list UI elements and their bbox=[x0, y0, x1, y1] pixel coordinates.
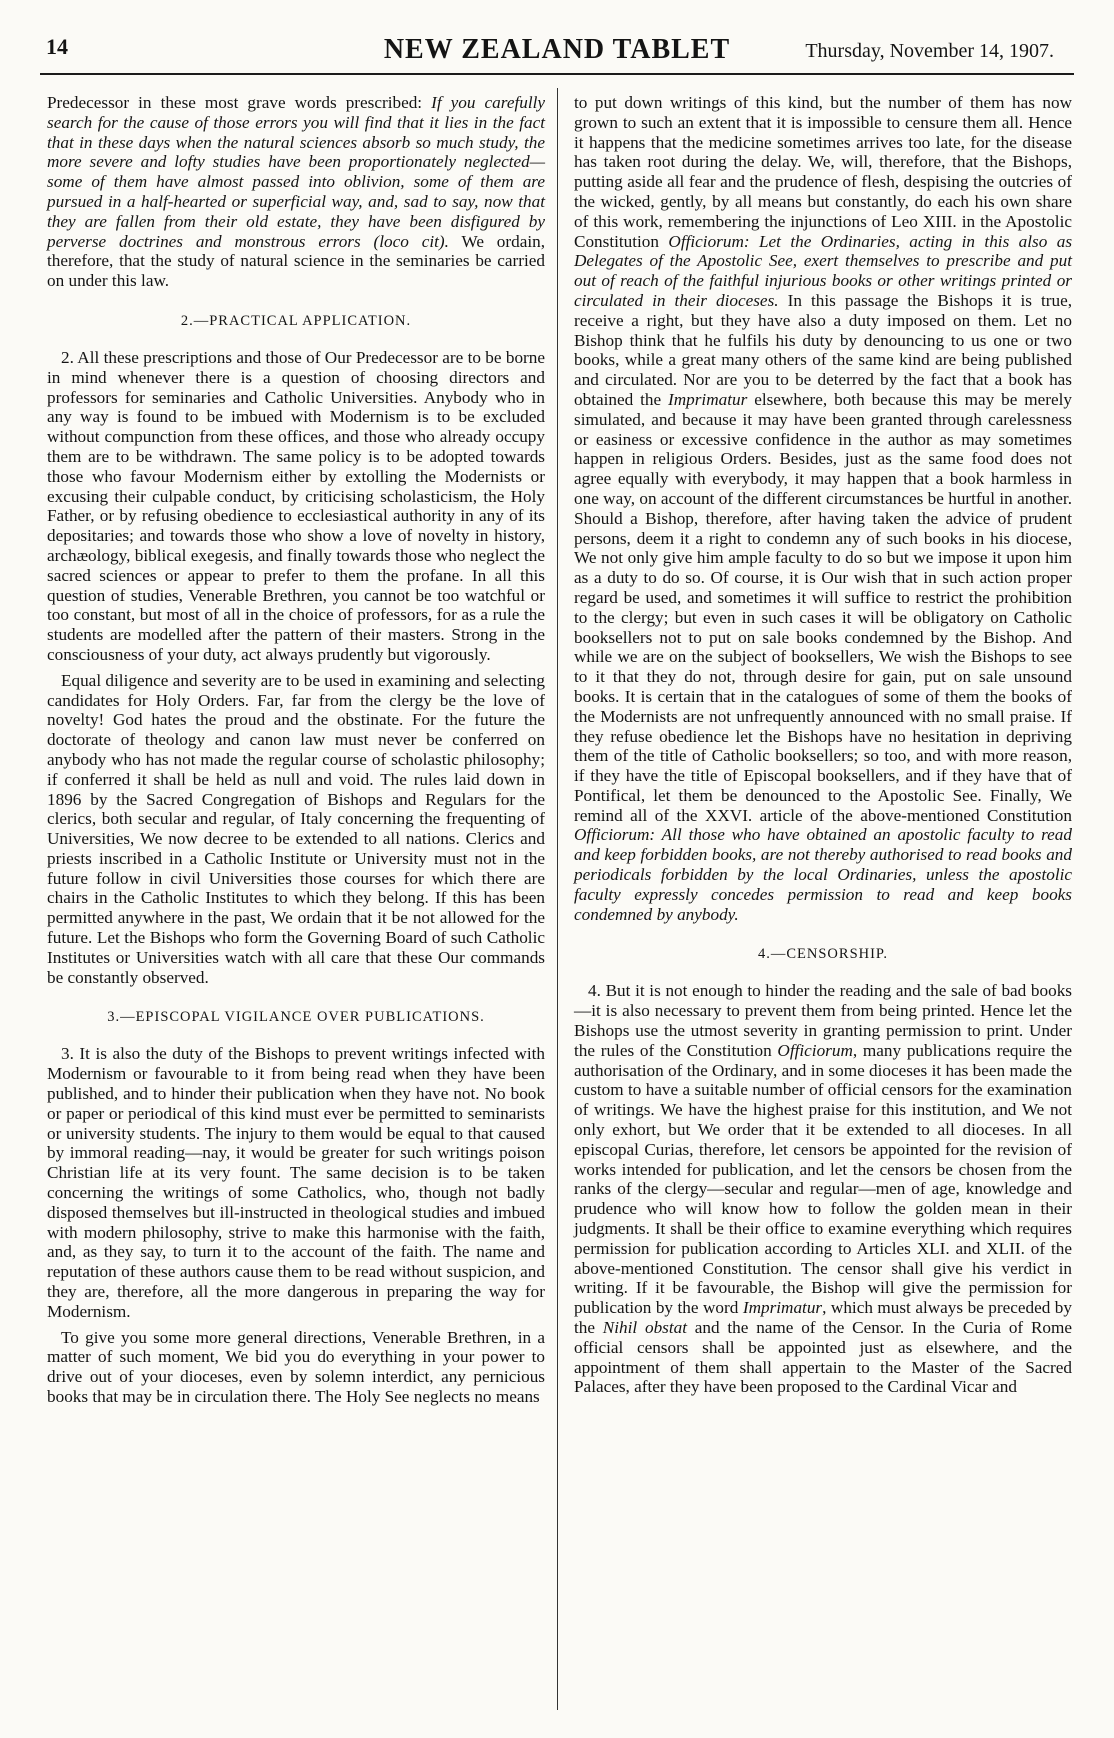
section-heading-practical-application: 2.—PRACTICAL APPLICATION. bbox=[180, 312, 412, 329]
paragraph: Predecessor in these most grave words prescribed: If you carefully search for the cause of those errors you will find that it lies in the fact that in these days when the natural sciences absorb so much study, the more severe and lofty studies have been proportionately neglected—some of them have almost passed into oblivion, some of them are pursued in a half-hearted or superficial way, and, sad to say, now that they are fallen from their old estate, they have been disfigured by perverse doctrines and monstrous errors (loco cit). We ordain, therefore, that the study of natural science in the seminaries be carried on under this law. bbox=[47, 93, 546, 291]
header-rule bbox=[40, 73, 1074, 75]
paragraph: 2. All these prescriptions and those of Our Predecessor are to be borne in mind whenever there is a question of choosing directors and professors for seminaries and Catholic Universities. Anybody who in any way is found to be imbued with Modernism is to be excluded without compunction from these offices, and those who already occupy them are to be withdrawn. The same policy is to be adopted towards those who favour Modernism either by extolling the Modernists or excusing their culpable conduct, by criticising scholasticism, the Holy Father, or by refusing obedience to ecclesiastical authority in any of its depositaries; and towards those who show a love of novelty in history, archæology, biblical exegesis, and finally towards those who neglect the sacred sciences or appear to prefer to them the profane. In all this question of studies, Venerable Brethren, you cannot be too watchful or too constant, but most of all in the choice of professors, for as a rule the students are modelled after the pattern of their masters. Strong in the consciousness of your duty, act always prudently but vigorously. bbox=[47, 347, 545, 664]
section-heading-censorship: 4.—CENSORSHIP. bbox=[757, 946, 889, 963]
paragraph: Equal diligence and severity are to be used in examining and selecting candidates for Holy Orders. Far, far from the clergy be the love of novelty! God hates the proud and the obstinate. For the future the doctorate of theology and canon law must never be conferred on anybody who has not made the regular course of scholastic philosophy; if conferred it shall be held as null and void. The rules laid down in 1896 by the Sacred Congregation of Bishops and Regulars for the clerics, both secular and regular, of Italy concerning the frequenting of Universities, We now decree to be extended to all nations. Clerics and priests inscribed in a Catholic Institute or University must not in the future follow in civil Universities those courses for which there are chairs in the Catholic Institutes to which they belong. If this has been permitted anywhere in the past, We ordain that it be not allowed for the future. Let the Bishops who form the Governing Board of such Catholic Institutes or Universities watch with all care that these Our commands be constantly observed. bbox=[47, 670, 545, 987]
paragraph: 3. It is also the duty of the Bishops to prevent writings infected with Modernism or favourable to it from being read when they have been published, and to hinder their publication when they have not. No book or paper or periodical of this kind must ever be permitted to seminarists or university students. The injury to them would be equal to that caused by immoral reading—nay, it would be greater for such writings poison Christian life at its very fount. The same decision is to be taken concerning the writings of some Catholics, who, though not badly disposed themselves but ill-instructed in theological studies and imbued with modern philosophy, strive to make this harmonise with the faith, and, as they say, to turn it to the account of the faith. The name and reputation of these authors cause them to be read without suspicion, and they are, therefore, all the more dangerous in preparing the way for Modernism. bbox=[47, 1044, 545, 1321]
masthead bbox=[40, 24, 1074, 70]
paragraph: to put down writings of this kind, but the number of them has now grown to such an extent that it is impossible to censure them all. Hence it happens that the medicine sometimes arrives too late, for the disease has taken root during the delay. We, will, therefore, that the Bishops, putting aside all fear and the prudence of flesh, despising the outcries of the wicked, gently, by all means but constantly, do each his own share of this work, remembering the injunctions of Leo XIII. in the Apostolic Constitution Officiorum: Let the Ordinaries, acting in this also as Delegates of the Apostolic See, exert themselves to prescribe and put out of reach of the faithful injurious books or other writings printed or circulated in their dioceses. In this passage the Bishops it is true, receive a right, but they have also a duty imposed on them. Let no Bishop think that he fulfils his duty by denouncing to us one or two books, while a great many others of the same kind are being published and circulated. Nor are you to be deterred by the fact that a book has obtained the Imprimatur elsewhere, both because this may be merely simulated, and because it may have been granted through carelessness or easiness or excessive confidence in the author as may sometimes happen in religious Orders. Besides, just as the same food does not agree equally with everybody, it may happen that a book harmless in one way, on account of the different circumstances be hurtful in another. Should a Bishop, therefore, after having taken the advice of prudent persons, deem it a right to condemn any of such books in his diocese, We not only give him ample faculty to do so but we impose it upon him as a duty to do so. Of course, it is Our wish that in such action proper regard be used, and sometimes it will suffice to restrict the prohibition to the clergy; but even in such cases it will be obligatory on Catholic booksellers not to put on sale books condemned by the Bishop. And while we are on the subject of booksellers, We wish the Bishops to see to it that they do not, through desire for gain, put on sale unsound books. It is certain that in the catalogues of some of them the books of the Modernists are not unfrequently announced with no small praise. If they refuse obedience let the Bishops have no hesitation in depriving them of the title of Catholic booksellers; so too, and with more reason, if they have the title of Episcopal booksellers, and if they have that of Pontifical, let them be denounced to the Apostolic See. Finally, We remind all of the XXVI. article of the above-mentioned Constitution Officiorum: All those who have obtained an apostolic faculty to read and keep forbidden books, are not thereby authorised to read books and periodicals forbidden by the local Ordinaries, unless the apostolic faculty expressly concedes permission to read and keep books condemned by anybody. bbox=[574, 93, 1073, 924]
section-heading-episcopal-vigilance: 3.—EPISCOPAL VIGILANCE OVER PUBLICATIONS. bbox=[107, 1009, 485, 1026]
issue-date: Thursday, November 14, 1907. bbox=[805, 40, 1054, 62]
paragraph: To give you some more general directions, Venerable Brethren, in a matter of such moment, We bid you do everything in your power to drive out of your dioceses, even by solemn interdict, any pernicious books that may be in circulation there. The Holy See neglects no means bbox=[47, 1327, 545, 1407]
article-columns bbox=[47, 93, 1072, 1413]
left-column bbox=[47, 93, 545, 1413]
right-column bbox=[574, 93, 1072, 1413]
page-number: 14 bbox=[46, 34, 68, 59]
paragraph: 4. But it is not enough to hinder the reading and the sale of bad books—it is also necessary to prevent them from being printed. Hence let the Bishops use the utmost severity in granting permission to print. Under the rules of the Constitution Officiorum, many publications require the authorisation of the Ordinary, and in some dioceses it has been made the custom to have a suitable number of official censors for the examination of writings. We have the highest praise for this institution, and We not only exhort, but We order that it be extended to all dioceses. In all episcopal Curias, therefore, let censors be appointed for the revision of works intended for publication, and let the censors be chosen from the ranks of the clergy—secular and regular—men of age, knowledge and prudence who will know how to follow the golden mean in their judgments. It shall be their office to examine everything which requires permission for publication according to Articles XLI. and XLII. of the above-mentioned Constitution. The censor shall give his verdict in writing. If it be favourable, the Bishop will give the permission for publication by the word Imprimatur, which must always be preceded by the Nihil obstat and the name of the Censor. In the Curia of Rome official censors shall be appointed just as elsewhere, and the appointment of them shall appertain to the Master of the Sacred Palaces, after they have been proposed to the Cardinal Vicar and bbox=[574, 981, 1073, 1397]
publication-title: NEW ZEALAND TABLET bbox=[383, 34, 731, 65]
